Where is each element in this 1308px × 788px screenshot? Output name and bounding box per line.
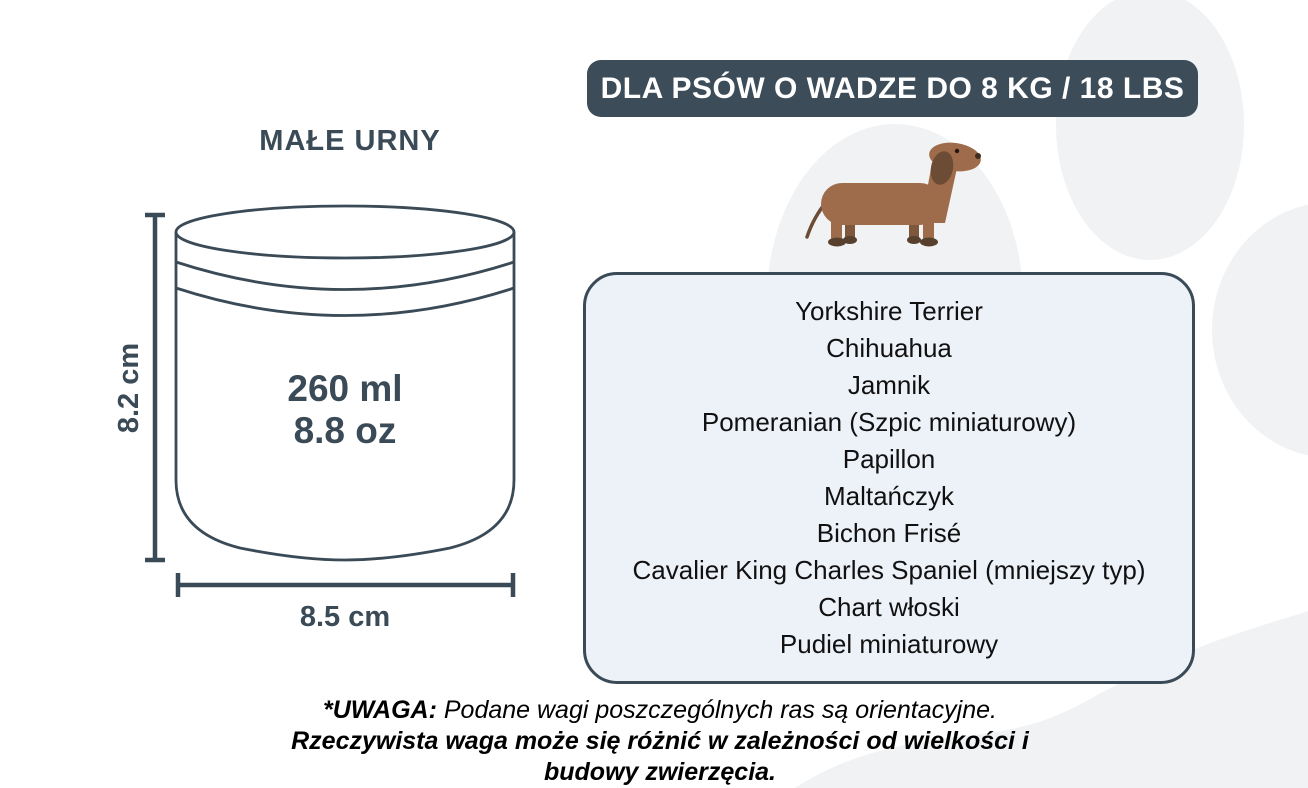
breed-item: Maltańczyk [823, 481, 955, 511]
breed-item: Chart włoski [818, 592, 960, 622]
breed-item: Chihuahua [826, 333, 952, 363]
breed-item: Cavalier King Charles Spaniel (mniejszy typ) [632, 555, 1146, 585]
volume-oz: 8.8 oz [293, 410, 397, 451]
weight-banner: DLA PSÓW O WADZE DO 8 KG / 18 LBS [587, 60, 1198, 117]
urn-section-title: MAŁE URNY [259, 125, 441, 157]
breed-item: Bichon Frisé [816, 518, 962, 548]
urn-width-label: 8.5 cm [299, 601, 391, 633]
footnote-prefix: *UWAGA: [323, 696, 437, 724]
urn-volume-label [185, 368, 505, 452]
breed-item: Pomeranian (Szpic miniaturowy) [701, 407, 1077, 437]
volume-ml: 260 ml [287, 368, 403, 409]
height-dimension-line [145, 215, 165, 560]
urn-height-label: 8.2 cm [113, 342, 145, 434]
dog-eye [955, 149, 959, 153]
footnote-bold-text: Rzeczywista waga może się różnić w zależności od wielkości i budowy zwierzęcia. [291, 727, 1029, 786]
breed-item: Yorkshire Terrier [795, 296, 983, 326]
dog-nose [975, 153, 981, 159]
breed-item: Jamnik [847, 370, 931, 400]
dachshund-icon [805, 135, 985, 250]
width-dimension-line [178, 573, 513, 597]
breed-item: Papillon [842, 444, 936, 474]
breed-list-box [583, 272, 1195, 684]
breed-item: Pudiel miniaturowy [779, 629, 999, 659]
footnote [260, 695, 1060, 788]
footnote-normal-text: Podane wagi poszczególnych ras są orientacyjne. [443, 696, 997, 724]
